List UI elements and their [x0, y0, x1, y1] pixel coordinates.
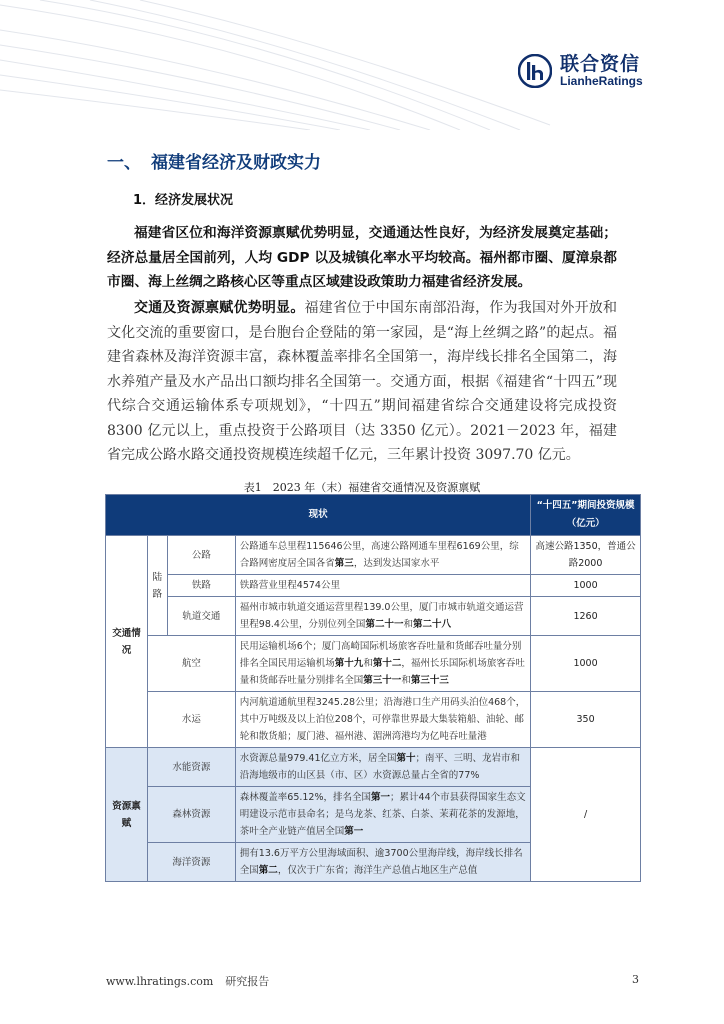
brand-logo	[518, 54, 643, 88]
land-label: 陆路	[147, 536, 167, 636]
section-number: 一、	[107, 153, 141, 173]
table-row	[106, 597, 641, 636]
row-label-air: 航空	[147, 636, 235, 692]
table-row	[106, 748, 641, 787]
row-invest-air: 1000	[531, 636, 641, 692]
row-desc-air: 民用运输机场6个；厦门高崎国际机场旅客吞吐量和货邮吞吐量分别排名全国民用运输机场第十九和第十二，福州长乐国际机场旅客吞吐量和货邮吞吐量分别排名全国第三十一和第三十三	[235, 636, 530, 692]
subsection-title: 经济发展状况	[155, 193, 234, 208]
table-row	[106, 536, 641, 575]
row-invest-rail: 1000	[531, 575, 641, 597]
row-desc-metro: 福州市城市轨道交通运营里程139.0公里，厦门市城市轨道交通运营里程98.4公里，分别位列全国第二十一和第二十八	[235, 597, 530, 636]
row-label-forest: 森林资源	[147, 787, 235, 843]
resource-invest: /	[531, 748, 641, 882]
row-label-metro: 轨道交通	[167, 597, 235, 636]
brand-name-cn: 联合资信	[560, 53, 641, 75]
body-lead: 交通及资源禀赋优势明显。	[134, 300, 305, 316]
body-paragraph	[107, 296, 617, 468]
lianhe-logo-icon	[518, 54, 552, 88]
brand-name-en: LianheRatings	[560, 74, 643, 88]
header-invest: “十四五”期间投资规模（亿元）	[531, 495, 641, 536]
row-desc-road: 公路通车总里程115646公里，高速公路网通车里程6169公里，综合路网密度居全国各省第三，达到发达国家水平	[235, 536, 530, 575]
row-desc-water: 内河航道通航里程3245.28公里；沿海港口生产用码头泊位468个，其中万吨级及以上泊位208个，可停靠世界最大集装箱船、油轮、邮轮和散货船；厦门港、福州港、湄洲湾港均为亿吨吞吐量港	[235, 692, 530, 748]
footer-label: 研究报告	[225, 975, 270, 988]
header-status: 现状	[106, 495, 531, 536]
row-label-rail: 铁路	[167, 575, 235, 597]
page-footer	[106, 973, 269, 989]
page-number: 3	[632, 973, 639, 986]
row-label-hydro: 水能资源	[147, 748, 235, 787]
table-header-row	[106, 495, 641, 536]
table-row	[106, 575, 641, 597]
row-invest-road: 高速公路1350，普通公路2000	[531, 536, 641, 575]
subsection-heading	[133, 189, 233, 208]
row-label-water: 水运	[147, 692, 235, 748]
row-desc-ocean: 拥有13.6万平方公里海域面积、逾3700公里海岸线，海岸线长排名全国第二，仅次于广东省；海洋生产总值占地区生产总值	[235, 843, 530, 882]
section-title: 福建省经济及财政实力	[151, 153, 321, 173]
summary-paragraph: 福建省区位和海洋资源禀赋优势明显，交通通达性良好，为经济发展奠定基础；经济总量居全国前列，人均 GDP 以及城镇化率水平均较高。福州都市圈、厦漳泉都市圈、海上丝绸之路核心区等重点区域建设政策助力福建省经济发展。	[107, 225, 617, 290]
table-row	[106, 692, 641, 748]
row-invest-water: 350	[531, 692, 641, 748]
footer-site: www.lhratings.com	[106, 975, 214, 988]
table-caption: 表1 2023 年（末）福建省交通情况及资源禀赋	[243, 481, 481, 494]
row-label-road: 公路	[167, 536, 235, 575]
table-row	[106, 636, 641, 692]
transport-resource-table	[105, 494, 641, 882]
row-desc-rail: 铁路营业里程4574公里	[235, 575, 530, 597]
row-invest-metro: 1260	[531, 597, 641, 636]
row-desc-hydro: 水资源总量979.41亿立方米，居全国第十；南平、三明、龙岩市和沿海地级市的山区县（市、区）水资源总量占全省的77%	[235, 748, 530, 787]
group-transport: 交通情况	[106, 536, 148, 748]
subsection-number: 1．	[133, 193, 156, 208]
group-resource: 资源禀赋	[106, 748, 148, 882]
body-text: 福建省位于中国东南部沿海，作为我国对外开放和文化交流的重要窗口，是台胞台企登陆的第一家园，是“海上丝绸之路”的起点。福建省森林及海洋资源丰富，森林覆盖率排名全国第一，海岸线长排名全国第二，海水养殖产量及水产品出口额均排名全国第一。交通方面，根据《福建省“十四五”现代综合交通运输体系专项规划》，“十四五”期间福建省综合交通建设将完成投资 8300 亿元以上，重点投资于公路项目（达 3350 亿元）。2021－2023 年，福建省完成公路水路交通投资规模连续超千亿元，三年累计投资 3097.70 亿元。	[107, 300, 618, 463]
row-label-ocean: 海洋资源	[147, 843, 235, 882]
section-heading	[107, 148, 321, 173]
row-desc-forest: 森林覆盖率65.12%，排名全国第一；累计44个市县获得国家生态文明建设示范市县命名；是乌龙茶、红茶、白茶、茉莉花茶的发源地，茶叶全产业链产值居全国第一	[235, 787, 530, 843]
